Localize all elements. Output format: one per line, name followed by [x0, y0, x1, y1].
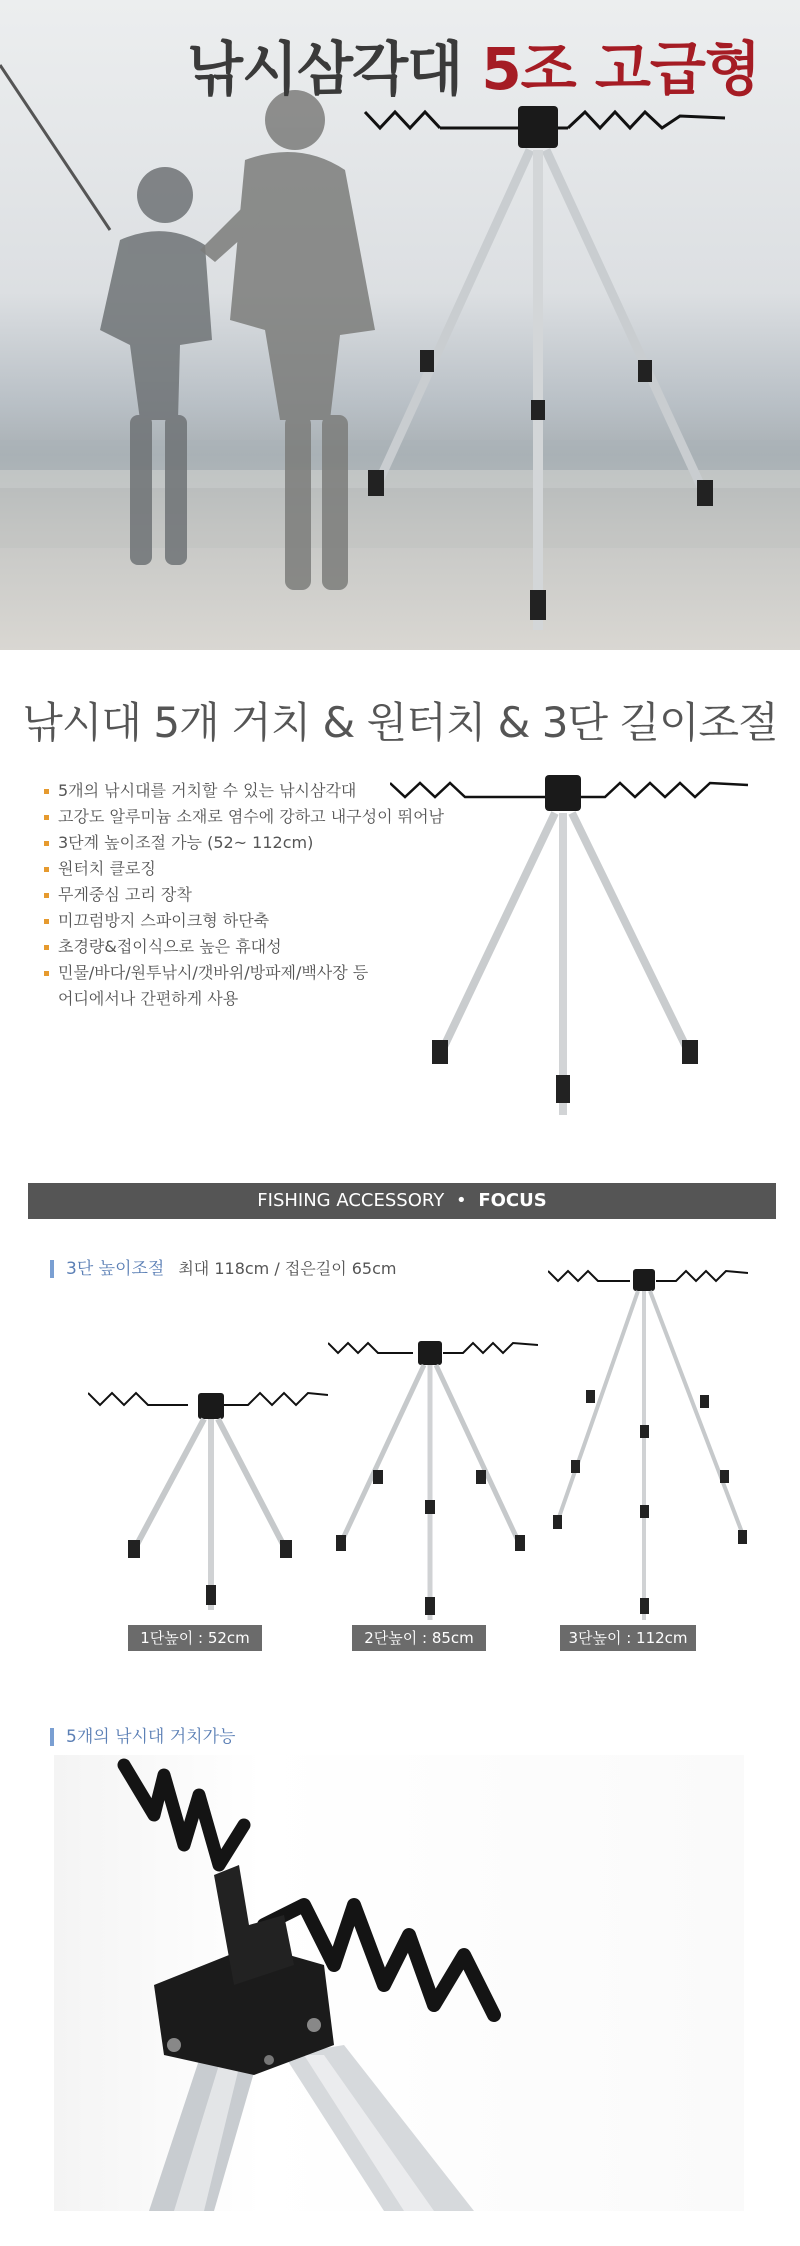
- feature-item: 고강도 알루미늄 소재로 염수에 강하고 내구성이 뛰어남: [44, 804, 444, 830]
- hero-tripod-image: [365, 106, 725, 630]
- intro-section: [0, 650, 800, 1180]
- feature-item: 무게중심 고리 장착: [44, 882, 444, 908]
- height-caption-1: 1단높이 : 52cm: [128, 1625, 262, 1651]
- height-title-text: 3단 높이조절: [66, 1259, 165, 1279]
- intro-title: 낚시대 5개 거치 & 원터치 & 3단 길이조절: [22, 698, 778, 747]
- category-banner: [28, 1183, 776, 1219]
- intro-tripod-image: [390, 765, 760, 1135]
- rod-rest-closeup-photo: [54, 1755, 744, 2211]
- hero-title: [187, 22, 760, 106]
- banner-left-text: FISHING ACCESSORY: [257, 1190, 445, 1211]
- hero-section: [0, 0, 800, 650]
- feature-item: 미끄럼방지 스파이크형 하단축: [44, 908, 444, 934]
- rod-rest-section-title: 5개의 낚시대 거치가능: [50, 1728, 235, 1746]
- feature-continuation: 어디에서나 간편하게 사용: [58, 989, 239, 1008]
- feature-item: 5개의 낚시대를 거치할 수 있는 낚시삼각대: [44, 778, 444, 804]
- tripod-level-3-image: [548, 1265, 748, 1625]
- hero-title-main: 낚시삼각대: [186, 35, 463, 103]
- feature-list: [44, 778, 444, 1012]
- tripod-level-2-image: [328, 1335, 538, 1625]
- banner-separator: •: [455, 1190, 467, 1211]
- feature-item: 원터치 클로징: [44, 856, 444, 882]
- feature-item: 민물/바다/원투낚시/갯바위/방파제/백사장 등: [44, 960, 444, 986]
- feature-item: 초경량&접이식으로 높은 휴대성: [44, 934, 444, 960]
- height-section-title: [50, 1260, 396, 1278]
- tripod-level-1-image: [88, 1385, 328, 1615]
- height-subtitle: 최대 118cm / 접은길이 65cm: [178, 1259, 397, 1278]
- feature-item: 3단계 높이조절 가능 (52~ 112cm): [44, 830, 444, 856]
- hero-title-accent: 5조 고급형: [481, 35, 760, 103]
- height-caption-3: 3단높이 : 112cm: [560, 1625, 696, 1651]
- height-caption-2: 2단높이 : 85cm: [352, 1625, 486, 1651]
- banner-right-text: FOCUS: [478, 1190, 547, 1211]
